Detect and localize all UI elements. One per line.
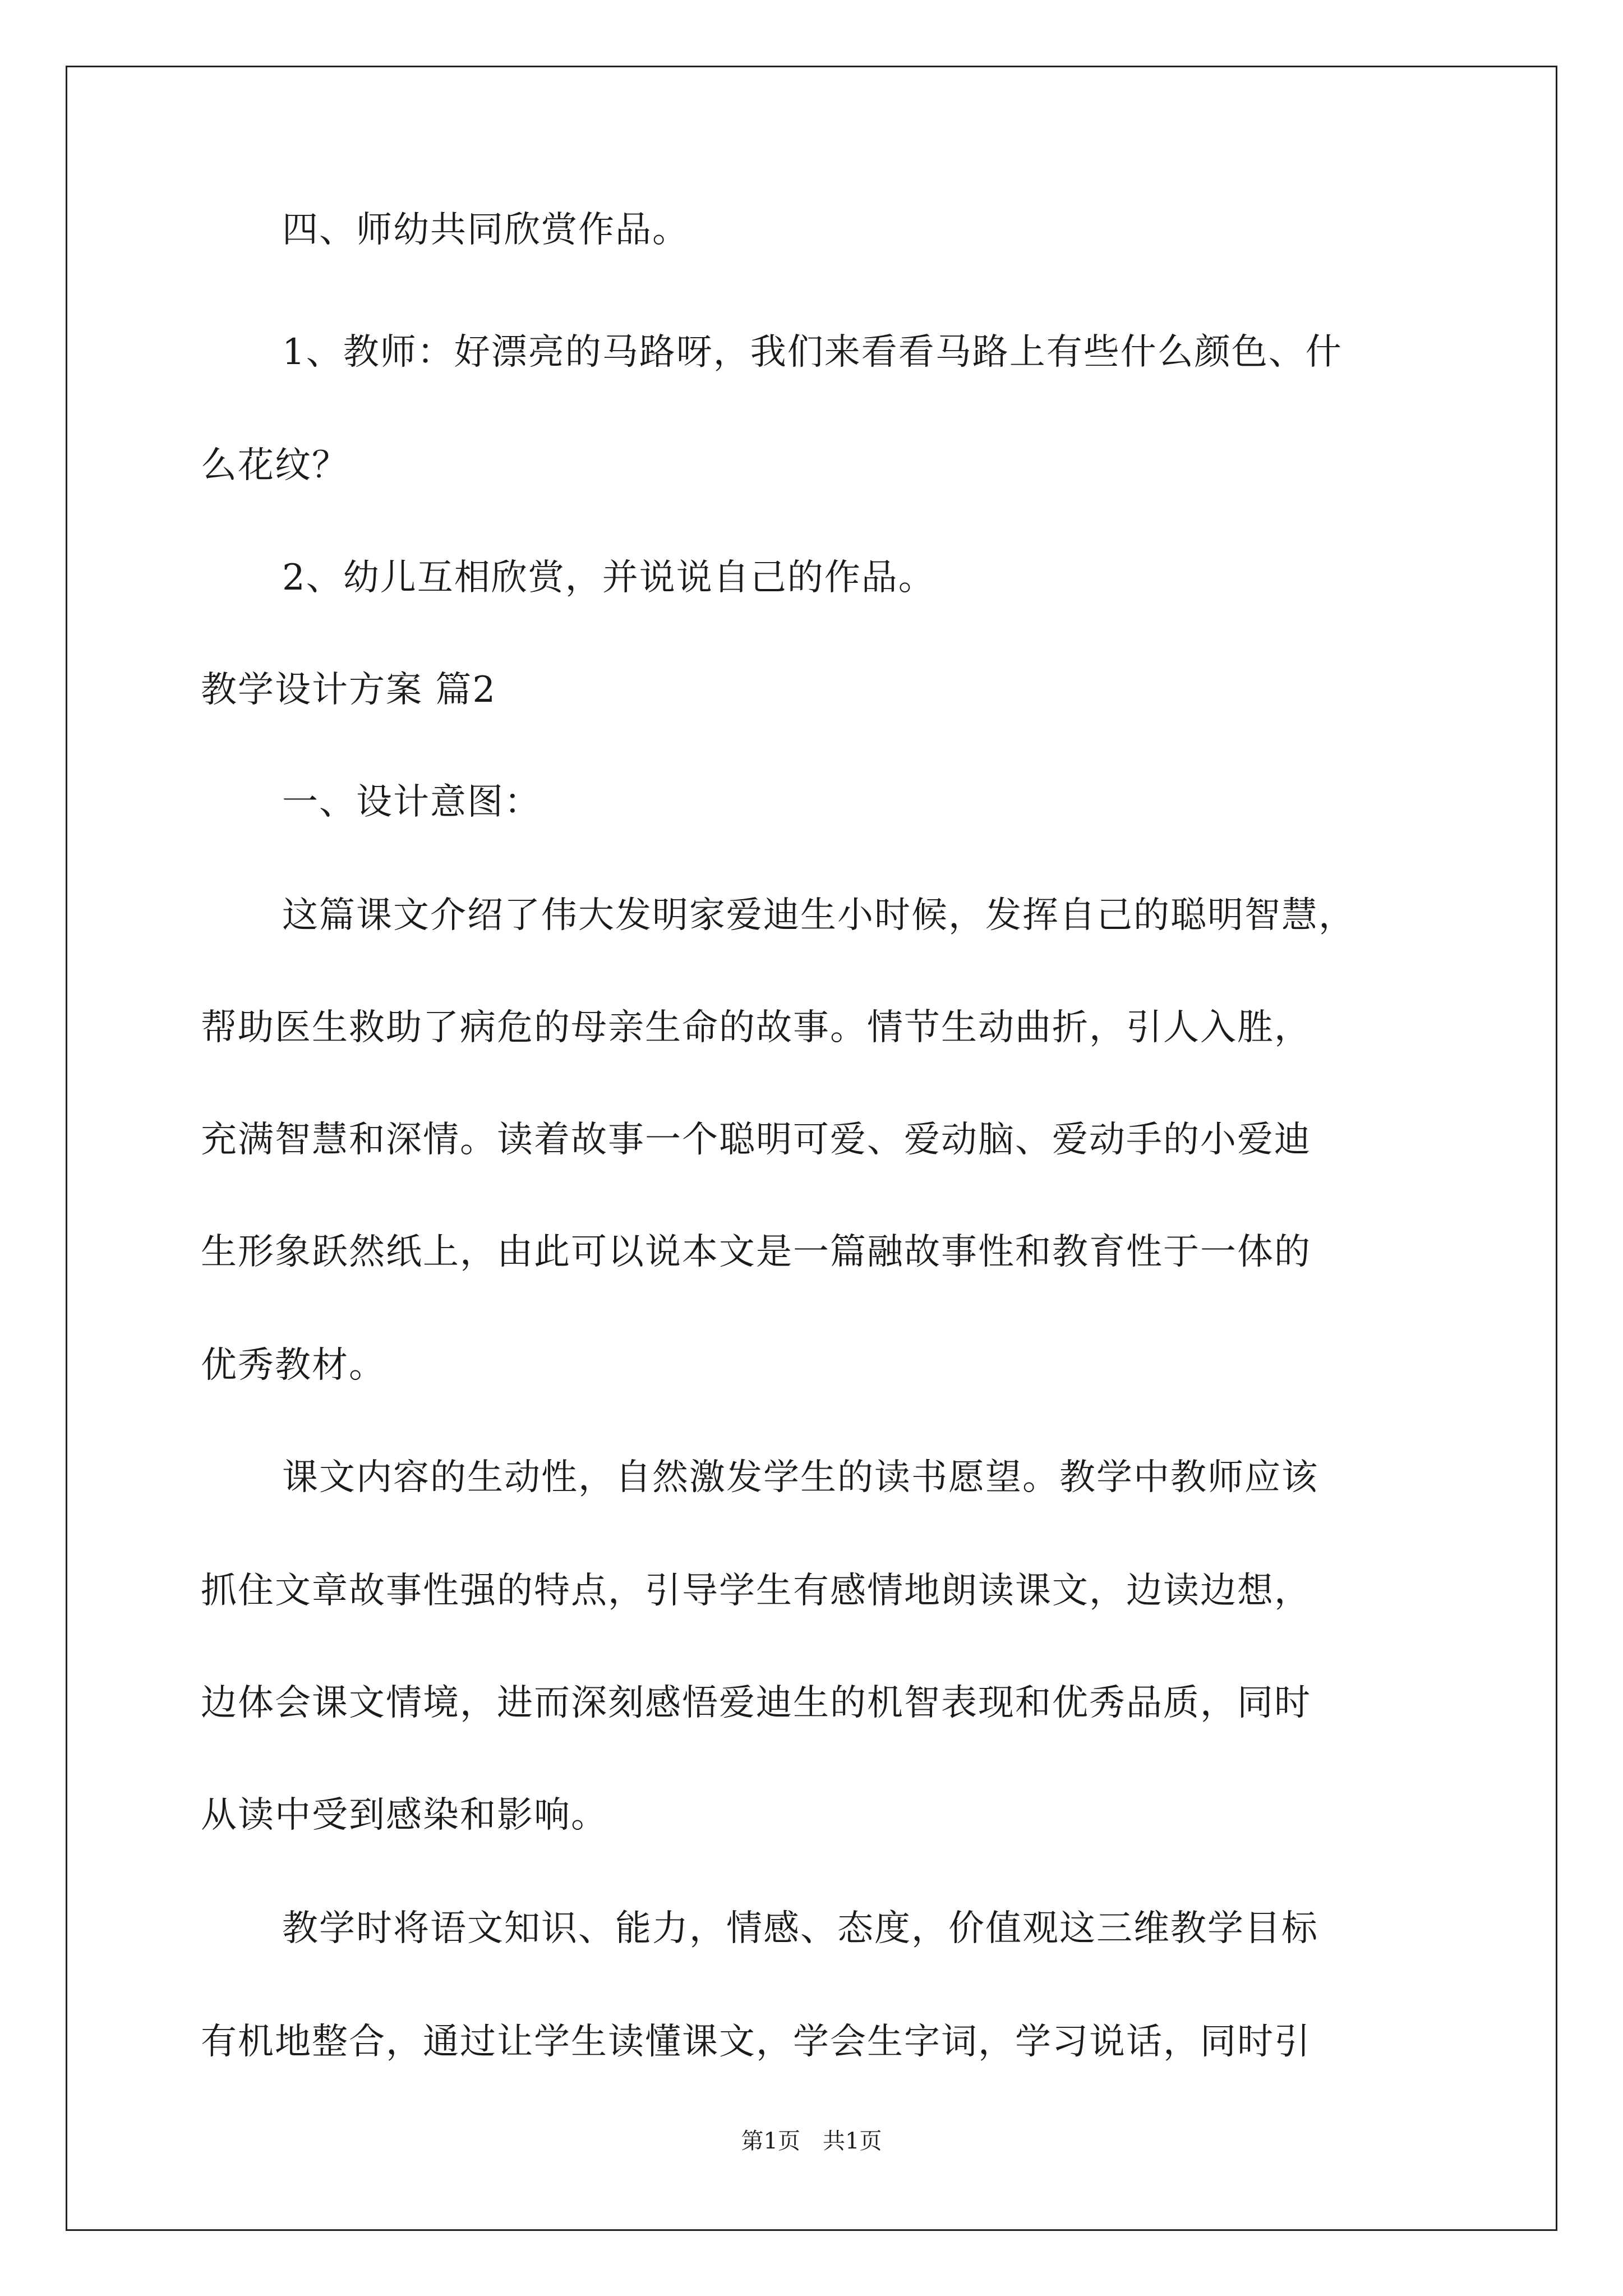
paragraph-line: 抓住文章故事性强的特点，引导学生有感情地朗读课文，边读边想， <box>201 1570 1311 1612</box>
paragraph-line: 1、教师：好漂亮的马路呀，我们来看看马路上有些什么颜色、什 <box>282 332 1343 373</box>
paragraph-line: 四、师幼共同欣赏作品。 <box>282 209 689 251</box>
paragraph-line: 教学时将语文知识、能力，情感、态度，价值观这三维教学目标 <box>282 1908 1318 1949</box>
paragraph-line: 2、幼儿互相欣赏，并说说自己的作品。 <box>282 557 935 599</box>
paragraph-line: 从读中受到感染和影响。 <box>201 1795 608 1836</box>
paragraph-line: 这篇课文介绍了伟大发明家爱迪生小时候，发挥自己的聪明智慧， <box>282 895 1355 936</box>
paragraph-line: 边体会课文情境，进而深刻感悟爱迪生的机智表现和优秀品质，同时 <box>201 1682 1311 1724</box>
paragraph-line: 优秀教材。 <box>201 1345 386 1386</box>
paragraph-line: 有机地整合，通过让学生读懂课文，学会生字词，学习说话，同时引 <box>201 2021 1311 2063</box>
paragraph-line: 帮助医生救助了病危的母亲生命的故事。情节生动曲折，引人入胜， <box>201 1007 1311 1048</box>
page-footer: 第1页 共1页 <box>741 2128 882 2154</box>
paragraph-line: 课文内容的生动性，自然激发学生的读书愿望。教学中教师应该 <box>282 1457 1318 1498</box>
paragraph-line: 生形象跃然纸上，由此可以说本文是一篇融故事性和教育性于一体的 <box>201 1231 1311 1273</box>
paragraph-line: 么花纹？ <box>201 445 349 486</box>
section-heading: 教学设计方案 篇2 <box>201 669 497 711</box>
paragraph-line: 充满智慧和深情。读着故事一个聪明可爱、爱动脑、爱动手的小爱迪 <box>201 1119 1311 1161</box>
paragraph-line: 一、设计意图： <box>282 781 541 823</box>
